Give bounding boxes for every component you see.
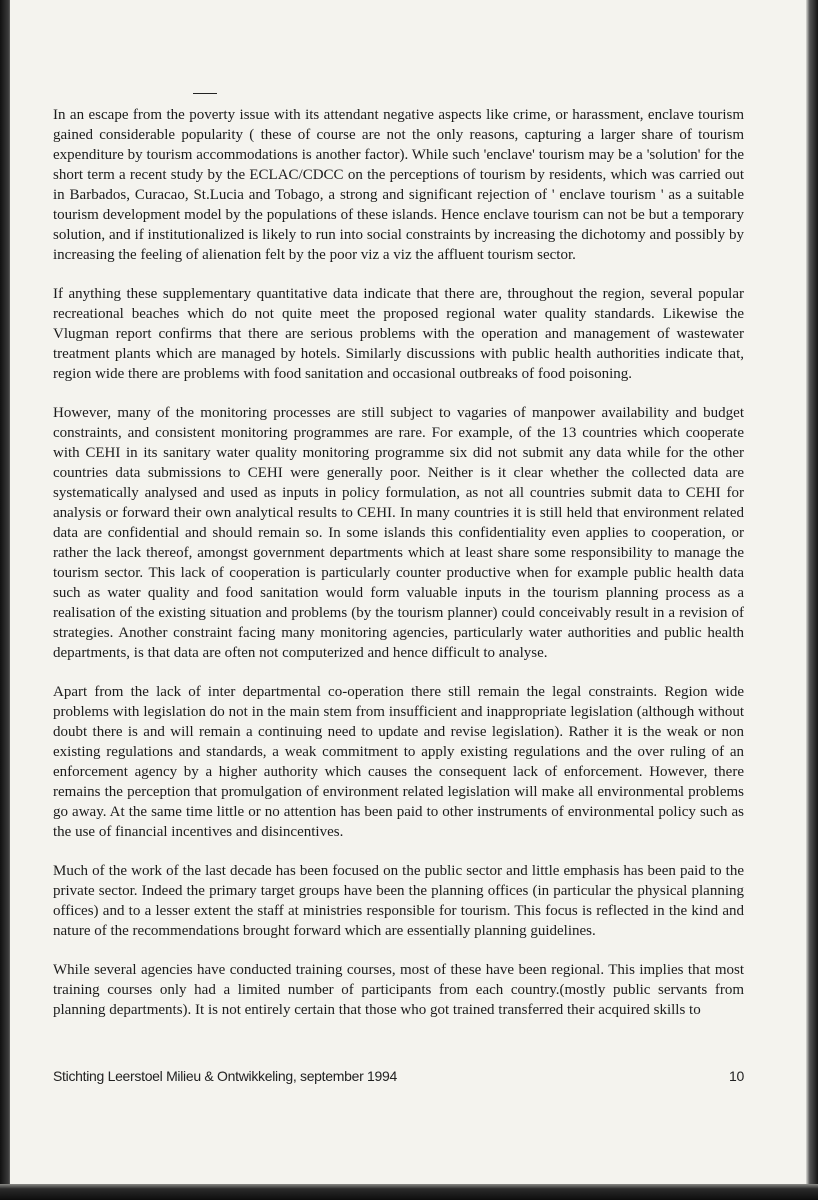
page-number: 10 — [729, 1068, 744, 1084]
margin-mark — [193, 93, 217, 94]
paragraph-quantitative-data: If anything these supplementary quantitative data indicate that there are, throughout the region, several popular recreational beaches which do not quite meet the proposed regional water quality standards. Likewise the Vlugman report confirms that there are serious problems with the operation and management of wastewater treatment plants which are managed by hotels. Similarly discussions with public health authorities indicate that, region wide there are problems with food sanitation and occasional outbreaks of food poisoning. — [53, 286, 744, 382]
page-footer — [53, 1068, 744, 1084]
paragraph-public-sector-focus: Much of the work of the last decade has been focused on the public sector and little emphasis has been paid to the private sector. Indeed the primary target groups have been the planning offices (in particular the physical planning offices) and to a lesser extent the staff at ministries responsible for tourism. This focus is reflected in the kind and nature of the recommendations brought forward which are essentially planning guidelines. — [53, 863, 744, 939]
footer-publisher: Stichting Leerstoel Milieu & Ontwikkeling, september 1994 — [53, 1068, 397, 1084]
page-bottom-edge — [0, 1184, 818, 1200]
paragraph-enclave-tourism: In an escape from the poverty issue with its attendant negative aspects like crime, or harassment, enclave tourism gained considerable popularity ( these of course are not the only reasons, capturing a larger share of tourism expenditure by tourism accommodations is another factor). While such 'enclave' tourism may be a 'solution' for the short term a recent study by the ECLAC/CDCC on the perceptions of tourism by residents, which was carried out in Barbados, Curacao, St.Lucia and Tobago, a strong and significant rejection of ' enclave tourism ' as a suitable tourism development model by the populations of these islands. Hence enclave tourism can not be but a temporary solution, and if institutionalized is likely to run into social constraints by increasing the dichotomy and possibly by increasing the feeling of alienation felt by the poor viz a viz the affluent tourism sector. — [53, 107, 744, 263]
body-text — [53, 105, 744, 1039]
page-right-edge — [806, 0, 818, 1200]
paragraph-legal-constraints: Apart from the lack of inter departmental co-operation there still remain the legal constraints. Region wide problems with legislation do not in the main stem from insufficient and inappropriate legislation (although without doubt there is and will remain a continuing need to update and revise legislation). Rather it is the weak or non existing regulations and standards, a weak commitment to apply existing regulations and the over ruling of an enforcement agency by a higher authority which causes the consequent lack of enforcement. However, there remains the perception that promulgation of environment related legislation will make all environmental problems go away. At the same time little or no attention has been paid to other instruments of environmental policy such as the use of financial incentives and disincentives. — [53, 684, 744, 840]
paragraph-monitoring-processes: However, many of the monitoring processes are still subject to vagaries of manpower availability and budget constraints, and consistent monitoring programmes are rare. For example, of the 13 countries which cooperate with CEHI in its sanitary water quality monitoring programme six did not submit any data while for the other countries data submissions to CEHI were generally poor. Neither is it clear whether the collected data are systematically analysed and used as inputs in policy formulation, as not all countries submit data to CEHI for analysis or forward their own analytical results to CEHI. In many countries it is still held that environment related data are confidential and should remain so. In some islands this confidentiality even applies to cooperation, or rather the lack thereof, amongst government departments which at least share some responsibility to manage the tourism sector. This lack of cooperation is particularly counter productive when for example public health data such as water quality and food sanitation would form valuable inputs in the tourism planning process as a realisation of the existing situation and problems (by the tourism planner) could conceivably result in a revision of strategies. Another constraint facing many monitoring agencies, particularly water authorities and public health departments, is that data are often not computerized and hence difficult to analyse. — [53, 405, 744, 661]
paragraph-training-courses: While several agencies have conducted training courses, most of these have been regional. This implies that most training courses only had a limited number of participants from each country.(mostly public servants from planning departments). It is not entirely certain that those who got trained transferred their acquired skills to — [53, 962, 744, 1018]
